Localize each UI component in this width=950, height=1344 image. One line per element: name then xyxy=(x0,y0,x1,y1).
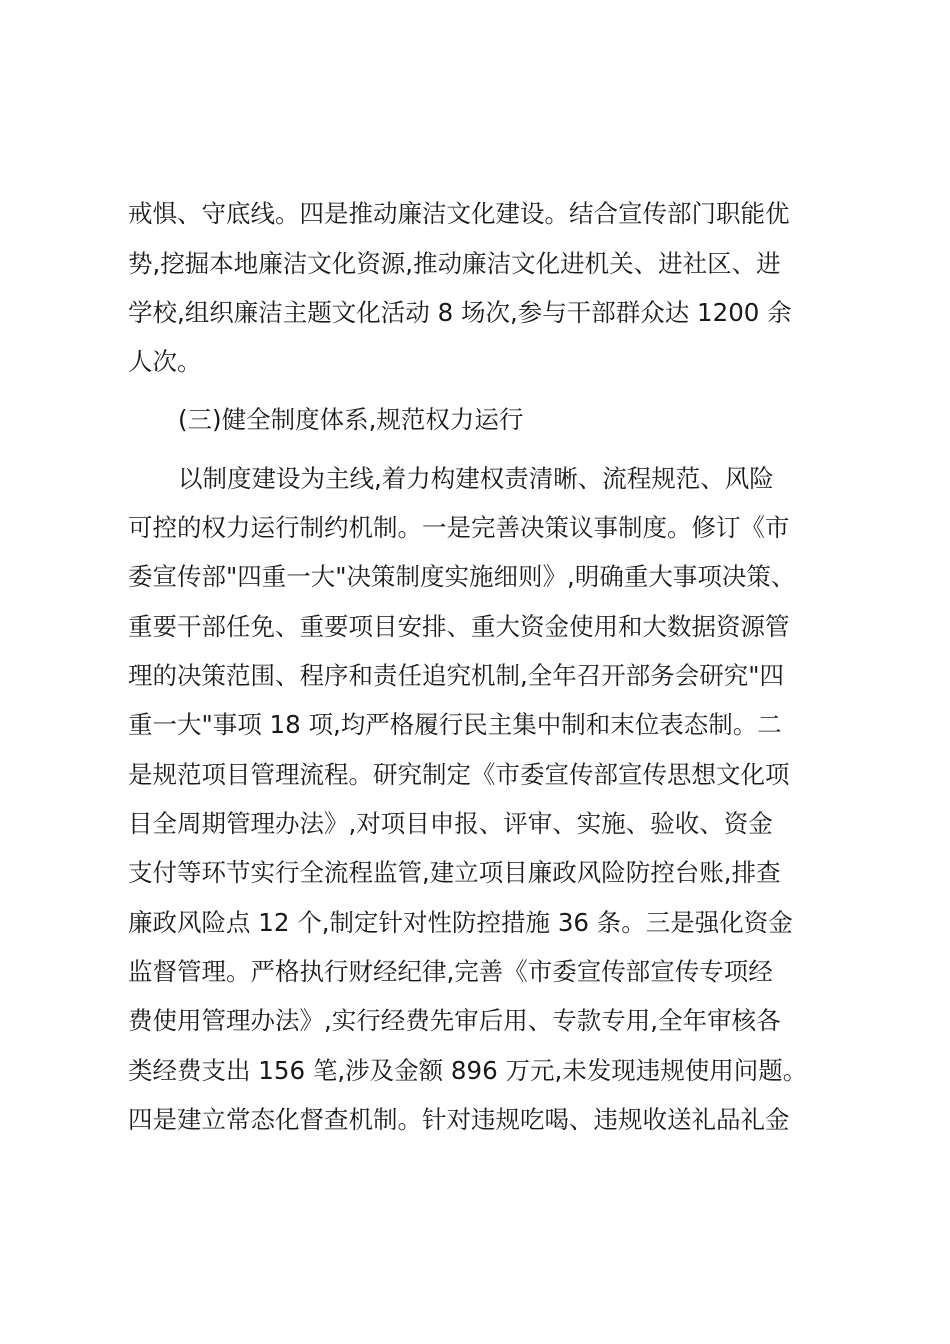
paragraph-line: 以制度建设为主线,着力构建权责清晰、流程规范、风险 xyxy=(178,464,774,493)
paragraph-line: 势,挖掘本地廉洁文化资源,推动廉洁文化进机关、进社区、进 xyxy=(128,249,781,278)
paragraph-line: 重一大"事项 18 项,均严格履行民主集中制和末位表态制。二 xyxy=(128,710,782,739)
paragraph-line: 目全周期管理办法》,对项目申报、评审、实施、验收、资金 xyxy=(128,809,773,838)
paragraph-line: 监督管理。严格执行财经纪律,完善《市委宣传部宣传专项经 xyxy=(128,957,773,986)
paragraph-line: 费使用管理办法》,实行经费先审后用、专款专用,全年审核各 xyxy=(128,1006,781,1035)
paragraph-line: 可控的权力运行制约机制。一是完善决策议事制度。修订《市 xyxy=(128,513,790,542)
paragraph-line: 是规范项目管理流程。研究制定《市委宣传部宣传思想文化项 xyxy=(128,760,790,789)
paragraph-line: 类经费支出 156 笔,涉及金额 896 万元,未发现违规使用问题。 xyxy=(128,1056,808,1085)
paragraph-line: 理的决策范围、程序和责任追究机制,全年召开部务会研究"四 xyxy=(128,661,785,690)
section-heading: (三)健全制度体系,规范权力运行 xyxy=(178,405,524,434)
paragraph-line: 四是建立常态化督查机制。针对违规吃喝、违规收送礼品礼金 xyxy=(128,1105,790,1134)
paragraph-line: 重要干部任免、重要项目安排、重大资金使用和大数据资源管 xyxy=(128,612,790,641)
paragraph-line: 支付等环节实行全流程监管,建立项目廉政风险防控台账,排查 xyxy=(128,858,781,887)
paragraph-line: 人次。 xyxy=(128,347,202,376)
paragraph-line: 学校,组织廉洁主题文化活动 8 场次,参与干部群众达 1200 余 xyxy=(128,298,792,327)
paragraph-line: 戒惧、守底线。四是推动廉洁文化建设。结合宣传部门职能优 xyxy=(128,199,790,228)
paragraph-line: 委宣传部"四重一大"决策制度实施细则》,明确重大事项决策、 xyxy=(128,562,796,591)
paragraph-line: 廉政风险点 12 个,制定针对性防控措施 36 条。三是强化资金 xyxy=(128,908,793,937)
